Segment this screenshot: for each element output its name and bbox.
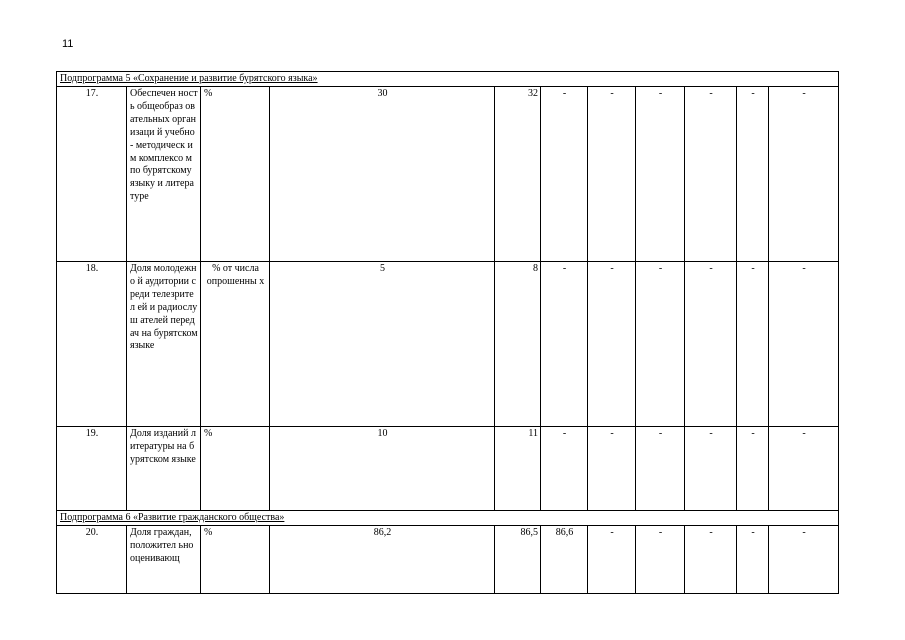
value-cell: 10 <box>270 427 495 511</box>
value-cell: - <box>685 526 737 594</box>
indicator-name: Доля граждан, положител ьно оценивающ <box>127 526 201 594</box>
value-cell: 8 <box>495 262 541 427</box>
value-cell: - <box>541 262 588 427</box>
subprogram-5-title: Подпрограмма 5 «Сохранение и развитие бурятского языка» <box>57 72 839 87</box>
value-cell: - <box>769 526 839 594</box>
value-cell: - <box>737 262 769 427</box>
value-cell: - <box>737 526 769 594</box>
row-number: 18. <box>57 262 127 427</box>
indicator-name: Обеспечен ность общеобраз овательных организаци й учебно- методическ им комплексо м по бурятскому языку и литературе <box>127 87 201 262</box>
row-number: 19. <box>57 427 127 511</box>
value-cell: - <box>769 87 839 262</box>
value-cell: - <box>541 87 588 262</box>
value-cell: - <box>737 427 769 511</box>
value-cell: - <box>541 427 588 511</box>
value-cell: - <box>588 262 636 427</box>
row-number: 20. <box>57 526 127 594</box>
value-cell: - <box>636 87 685 262</box>
value-cell: - <box>685 87 737 262</box>
indicator-name: Доля молодежно й аудитории среди телезрител ей и радиослуш ателей передач на бурятском языке <box>127 262 201 427</box>
value-cell: - <box>588 427 636 511</box>
indicator-name: Доля изданий литературы на бурятском языке <box>127 427 201 511</box>
indicators-table <box>56 71 839 594</box>
subprogram-header-row <box>57 72 839 87</box>
page-number: 11 <box>62 38 74 50</box>
value-cell: - <box>737 87 769 262</box>
value-cell: - <box>636 526 685 594</box>
value-cell: - <box>685 262 737 427</box>
unit-cell: % <box>201 427 270 511</box>
unit-cell: % от числа опрошенны х <box>201 262 270 427</box>
value-cell: 30 <box>270 87 495 262</box>
value-cell: 86,5 <box>495 526 541 594</box>
unit-cell: % <box>201 87 270 262</box>
unit-cell: % <box>201 526 270 594</box>
value-cell: - <box>636 427 685 511</box>
row-number: 17. <box>57 87 127 262</box>
table-row <box>57 427 839 511</box>
value-cell: 5 <box>270 262 495 427</box>
table-row <box>57 526 839 594</box>
subprogram-header-row <box>57 511 839 526</box>
value-cell: - <box>769 262 839 427</box>
value-cell: 11 <box>495 427 541 511</box>
value-cell: 86,6 <box>541 526 588 594</box>
subprogram-6-title: Подпрограмма 6 «Развитие гражданского общества» <box>57 511 839 526</box>
table-row <box>57 262 839 427</box>
value-cell: 86,2 <box>270 526 495 594</box>
value-cell: - <box>636 262 685 427</box>
table-row <box>57 87 839 262</box>
value-cell: - <box>588 87 636 262</box>
value-cell: - <box>685 427 737 511</box>
value-cell: - <box>588 526 636 594</box>
value-cell: 32 <box>495 87 541 262</box>
value-cell: - <box>769 427 839 511</box>
